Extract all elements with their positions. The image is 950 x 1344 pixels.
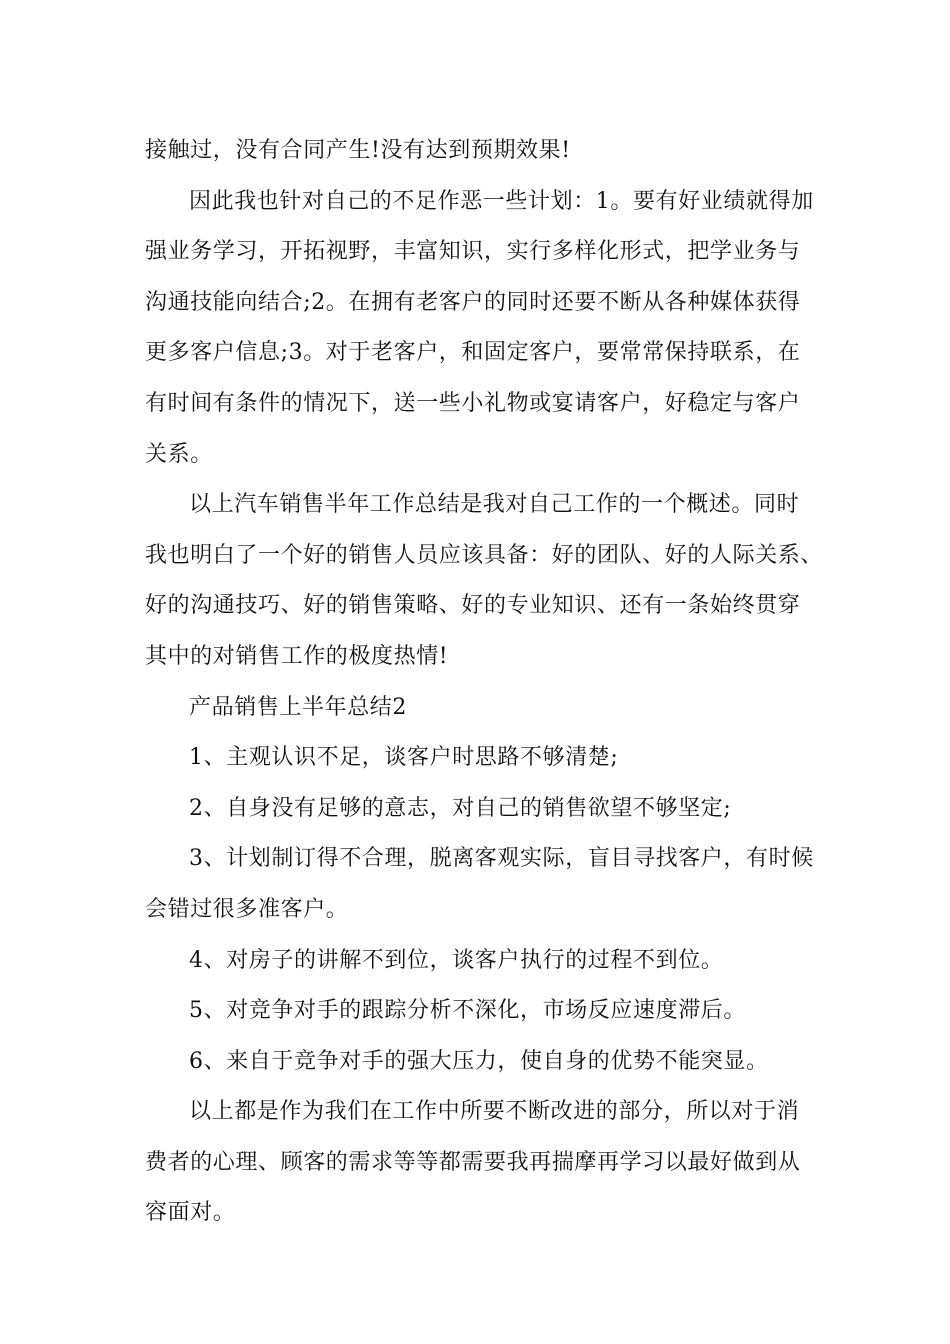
- paragraph-2-line-6: 关系。: [145, 441, 213, 467]
- paragraph-10-line-1: 6、来自于竞争对手的强大压力，使自身的优势不能突显。: [189, 1048, 769, 1074]
- paragraph-8-line-1: 4、对房子的讲解不到位，谈客户执行的过程不到位。: [189, 947, 724, 973]
- paragraph-9-line-1: 5、对竞争对手的跟踪分析不深化，市场反应速度滞后。: [189, 998, 746, 1024]
- paragraph-2-line-4: 更多客户信息;3。对于老客户，和固定客户，要常常保持联系，在: [145, 340, 801, 366]
- paragraph-3-line-3: 好的沟通技巧、好的销售策略、好的专业知识、还有一条始终贯穿: [145, 593, 801, 619]
- paragraph-1-line-1: 接触过，没有合同产生!没有达到预期效果!: [145, 138, 571, 163]
- paragraph-2-line-1: 因此我也针对自己的不足作恶一些计划：1。要有好业绩就得加: [189, 188, 814, 214]
- paragraph-4-line-1: 产品销售上半年总结2: [189, 694, 407, 720]
- paragraph-11-line-2: 费者的心理、顾客的需求等等都需要我再揣摩再学习以最好做到从: [145, 1149, 801, 1175]
- paragraph-2-line-3: 沟通技能向结合;2。在拥有老客户的同时还要不断从各种媒体获得: [145, 289, 801, 315]
- paragraph-5-line-1: 1、主观认识不足，谈客户时思路不够清楚;: [189, 745, 619, 771]
- paragraph-7-line-2: 会错过很多准客户。: [145, 896, 349, 922]
- paragraph-3-line-1: 以上汽车销售半年工作总结是我对自己工作的一个概述。同时: [189, 492, 800, 518]
- paragraph-3-line-2: 我也明白了一个好的销售人员应该具备：好的团队、好的人际关系、: [145, 542, 824, 568]
- paragraph-2-line-5: 有时间有条件的情况下，送一些小礼物或宴请客户，好稳定与客户: [145, 390, 801, 416]
- document-body: [145, 126, 835, 1239]
- paragraph-11-line-1: 以上都是作为我们在工作中所要不断改进的部分，所以对于消: [189, 1099, 800, 1125]
- paragraph-3-line-4: 其中的对销售工作的极度热情!: [145, 643, 449, 669]
- paragraph-11-line-3: 容面对。: [145, 1200, 236, 1226]
- paragraph-2-line-2: 强业务学习，开拓视野，丰富知识，实行多样化形式，把学业务与: [145, 239, 801, 265]
- paragraph-6-line-1: 2、自身没有足够的意志，对自己的销售欲望不够坚定;: [189, 795, 732, 821]
- paragraph-7-line-1: 3、计划制订得不合理，脱离客观实际，盲目寻找客户，有时候: [189, 846, 814, 872]
